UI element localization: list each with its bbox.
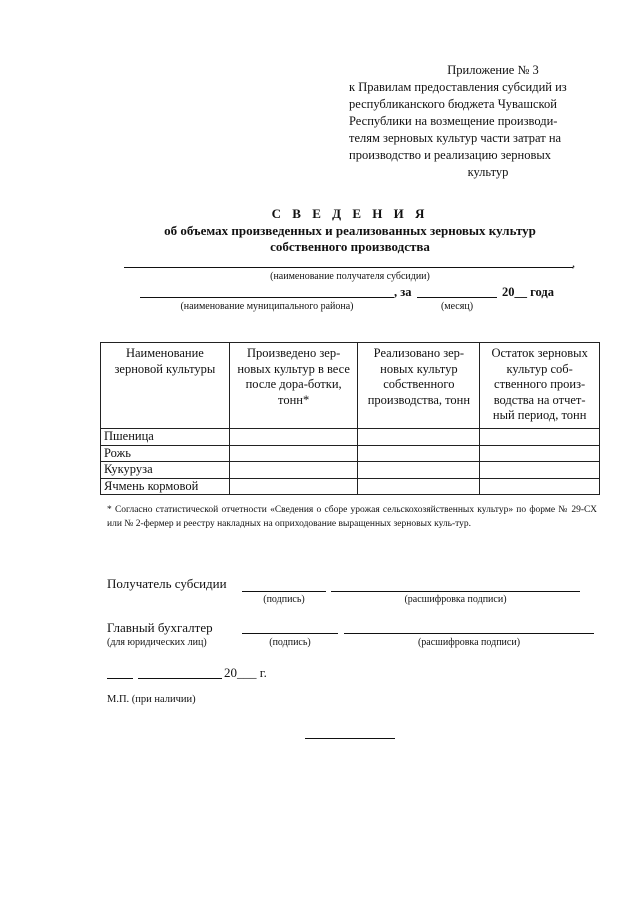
appendix-line: Республики на возмещение производи- xyxy=(349,114,558,128)
appendix-block xyxy=(349,62,597,181)
column-header: Наименование зерновой культуры xyxy=(101,343,230,429)
date-year-label: 20___ г. xyxy=(224,665,267,680)
legal-entities-caption: (для юридических лиц) xyxy=(107,637,207,648)
signature-caption: (подпись) xyxy=(263,594,305,605)
decode-caption: (расшифровка подписи) xyxy=(417,637,521,648)
recipient-caption: (наименование получателя субсидии) xyxy=(270,271,430,282)
date-day-field[interactable] xyxy=(107,678,133,679)
document-subtitle: об объемах произведенных и реализованных зерновых культур xyxy=(164,223,536,238)
table-cell[interactable] xyxy=(480,462,600,479)
signature-caption: (подпись) xyxy=(269,637,311,648)
appendix-line: телям зерновых культур части затрат на xyxy=(349,131,562,145)
crop-name-cell: Рожь xyxy=(101,445,230,462)
accountant-signature-label: Главный бухгалтер xyxy=(107,620,213,635)
table-cell[interactable] xyxy=(358,478,480,495)
table-row xyxy=(101,429,600,446)
table-cell[interactable] xyxy=(480,445,600,462)
table-row xyxy=(101,478,600,495)
document-subtitle: собственного производства xyxy=(270,239,430,254)
table-cell[interactable] xyxy=(229,445,358,462)
recipient-name-field[interactable] xyxy=(124,267,573,268)
crop-name-cell: Пшеница xyxy=(101,429,230,446)
crop-name-cell: Ячмень кормовой xyxy=(101,478,230,495)
table-row xyxy=(101,445,600,462)
month-caption: (месяц) xyxy=(440,301,474,312)
column-header: Реализовано зер-новых культур собственного производства, тонн xyxy=(358,343,480,429)
district-caption: (наименование муниципального района) xyxy=(180,301,354,312)
table-cell[interactable] xyxy=(480,429,600,446)
appendix-number: Приложение № 3 xyxy=(447,63,539,77)
date-month-field[interactable] xyxy=(138,678,222,679)
end-divider xyxy=(305,738,395,739)
document-title: С В Е Д Е Н И Я xyxy=(271,206,429,221)
grain-table xyxy=(100,342,600,495)
crop-name-cell: Кукуруза xyxy=(101,462,230,479)
table-cell[interactable] xyxy=(229,462,358,479)
table-header-row xyxy=(101,343,600,429)
appendix-line: производство и реализацию зерновых xyxy=(349,148,551,162)
table-cell[interactable] xyxy=(229,478,358,495)
table-cell[interactable] xyxy=(358,445,480,462)
recipient-decode-field[interactable] xyxy=(331,591,580,592)
district-name-field[interactable] xyxy=(140,297,394,298)
stamp-label: М.П. (при наличии) xyxy=(107,694,196,705)
table-cell[interactable] xyxy=(358,462,480,479)
table-cell[interactable] xyxy=(358,429,480,446)
appendix-line: республиканского бюджета Чувашской xyxy=(349,97,557,111)
recipient-signature-field[interactable] xyxy=(242,591,326,592)
table-cell[interactable] xyxy=(480,478,600,495)
column-header: Произведено зер-новых культур в весе после дора-ботки, тонн* xyxy=(229,343,358,429)
column-header: Остаток зерновых культур соб-ственного произ-водства на отчет-ный период, тонн xyxy=(480,343,600,429)
table-cell[interactable] xyxy=(229,429,358,446)
footnote: * Согласно статистической отчетности «Сведения о сборе урожая сельскохозяйственных культур» по форме № 29-СХ или № 2-фермер и реестру накладных на оприходование выращенных зерновых куль-тур. xyxy=(107,505,597,529)
accountant-signature-field[interactable] xyxy=(242,633,338,634)
recipient-comma: , xyxy=(572,256,576,270)
accountant-decode-field[interactable] xyxy=(344,633,594,634)
decode-caption: (расшифровка подписи) xyxy=(404,594,507,605)
year-label: 20__ года xyxy=(502,285,554,299)
appendix-line: к Правилам предоставления субсидий из xyxy=(349,80,567,94)
recipient-signature-label: Получатель субсидии xyxy=(107,576,227,591)
za-label: , за xyxy=(394,285,412,299)
table-row xyxy=(101,462,600,479)
month-field[interactable] xyxy=(417,297,497,298)
appendix-line: культур xyxy=(467,165,509,179)
